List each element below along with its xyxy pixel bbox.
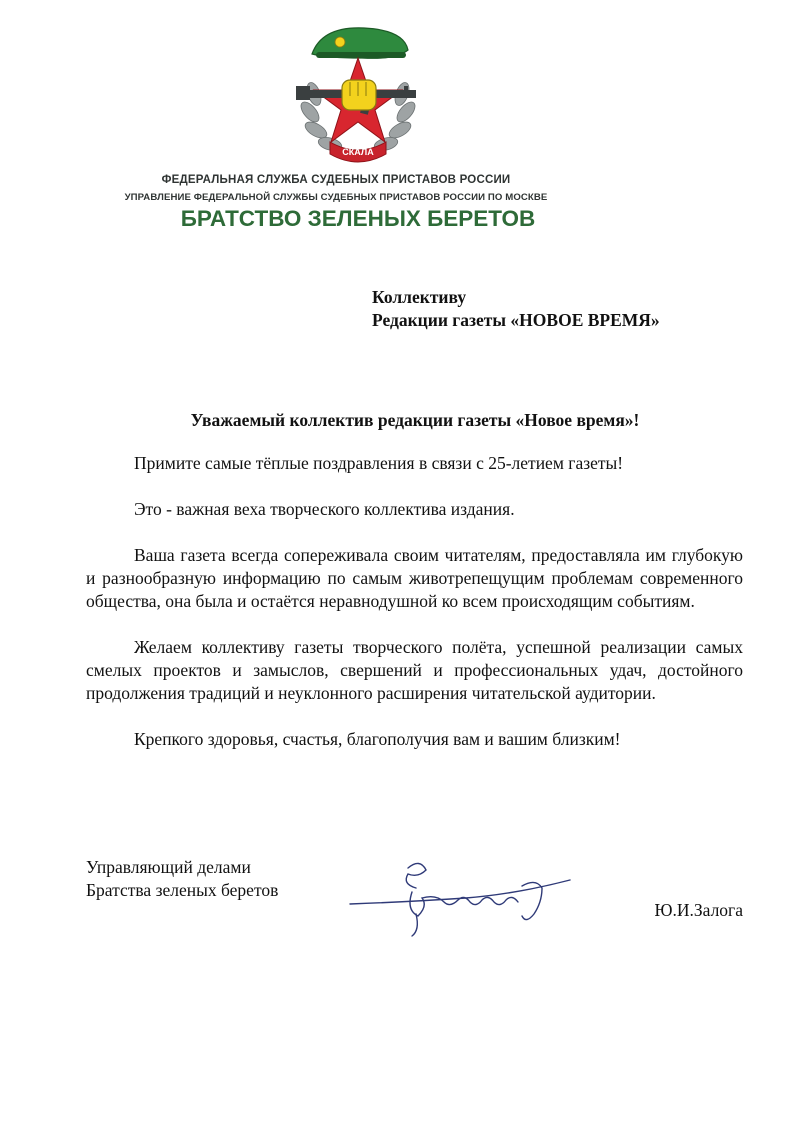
skala-emblem [292,24,424,164]
letter-body [86,452,743,751]
salutation: Уважаемый коллектив редакции газеты «Новое время»! [190,410,640,430]
signatory-title [86,856,278,902]
paragraph-2: Это - важная веха творческого коллектива издания. [134,499,515,519]
paragraph-4: Желаем коллективу газеты творческого полёта, успешной реализации самых смелых проектов и замыслов, свершений и профессиональных удач, достойного продолжения традиций и неуклонного расширения читательской аудитории. [86,637,743,703]
addressee-block [372,286,660,332]
signatory-name: Ю.И.Залога [654,900,743,920]
fist-icon [342,80,376,110]
addressee-line-2: Редакции газеты «НОВОЕ ВРЕМЯ» [372,310,660,330]
org-title: БРАТСТВО ЗЕЛЕНЫХ БЕРЕТОВ [180,206,536,231]
paragraph-1: Примите самые тёплые поздравления в связи с 25-летием газеты! [134,453,624,473]
paragraph-3: Ваша газета всегда сопереживала своим читателям, предоставляла им глубокую и разнообразную информацию по самым животрепещущим проблемам современного общества, она была и остаётся неравнодушной ко всем происходящим событиям. [86,545,743,611]
emblem-label: СКАЛА [342,147,374,157]
org-line-2: УПРАВЛЕНИЕ ФЕДЕРАЛЬНОЙ СЛУЖБЫ СУДЕБНЫХ ПРИСТАВОВ РОССИИ ПО МОСКВЕ [124,192,548,203]
signatory-title-line-1: Управляющий делами [86,857,251,877]
signatory-title-line-2: Братства зеленых беретов [86,880,279,900]
paragraph-5: Крепкого здоровья, счастья, благополучия вам и вашим близким! [134,729,621,749]
org-line-1: ФЕДЕРАЛЬНАЯ СЛУЖБА СУДЕБНЫХ ПРИСТАВОВ РОССИИ [161,174,511,186]
addressee-line-1: Коллективу [372,287,467,307]
handwritten-signature [346,858,576,938]
